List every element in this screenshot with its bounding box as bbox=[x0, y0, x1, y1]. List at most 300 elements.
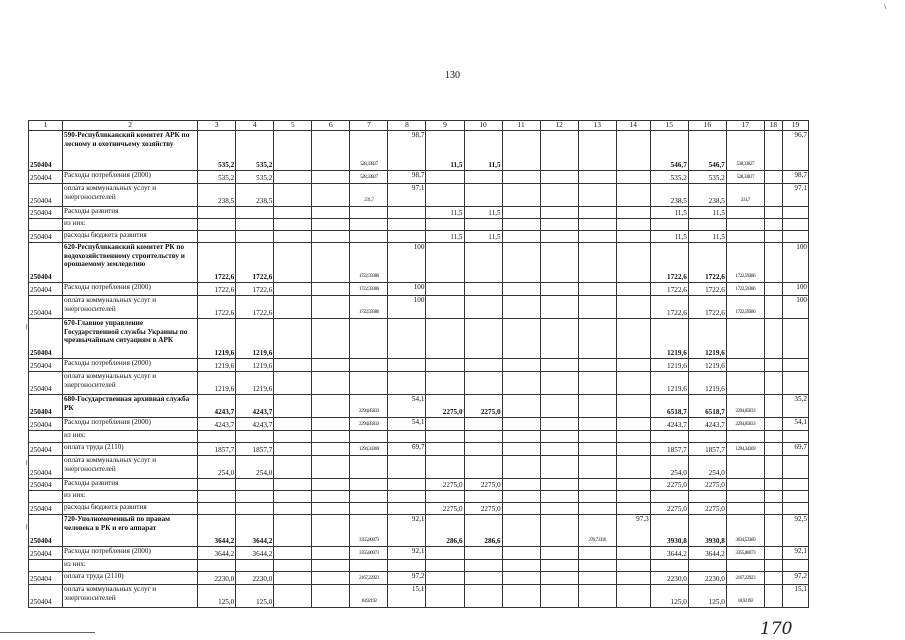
value-cell: 1219,6 bbox=[650, 319, 688, 359]
value-cell: 1722,6 bbox=[236, 243, 274, 283]
code-cell: 250404 bbox=[29, 283, 63, 296]
amount-cell: 278,73316 bbox=[578, 515, 616, 547]
value-cell: 2275,0 bbox=[426, 395, 464, 418]
percent-cell: 100 bbox=[388, 296, 426, 319]
amount-cell bbox=[350, 359, 388, 372]
value-cell: 1722,6 bbox=[198, 283, 236, 296]
value-cell bbox=[764, 219, 782, 231]
value-cell bbox=[502, 243, 540, 283]
percent-cell bbox=[388, 491, 426, 503]
value-cell: 254,0 bbox=[198, 456, 236, 479]
value-cell bbox=[312, 207, 350, 219]
description-cell: 620-Республиканский комитет РК по водохозяйственному строительству и орошаемому земледелию bbox=[63, 243, 198, 283]
table-row bbox=[29, 503, 809, 515]
percent-cell bbox=[388, 319, 426, 359]
description-cell: оплата труда (2110) bbox=[63, 572, 198, 585]
value-cell bbox=[464, 296, 502, 319]
amount-cell: 18,92192 bbox=[726, 585, 764, 608]
amount-cell: 18,92192 bbox=[350, 585, 388, 608]
value-cell: 2230,0 bbox=[198, 572, 236, 585]
amount-cell bbox=[726, 503, 764, 515]
margin-tick: ╷ bbox=[24, 520, 29, 529]
table-row bbox=[29, 585, 809, 608]
value-cell bbox=[764, 319, 782, 359]
value-cell: 2230,0 bbox=[688, 572, 726, 585]
value-cell bbox=[274, 418, 312, 431]
percent-cell bbox=[616, 207, 650, 219]
value-cell bbox=[650, 560, 688, 572]
percent-cell: 97,1 bbox=[388, 184, 426, 207]
percent-cell bbox=[388, 479, 426, 491]
value-cell: 11,5 bbox=[426, 207, 464, 219]
code-cell: 250404 bbox=[29, 243, 63, 283]
amount-cell bbox=[726, 560, 764, 572]
value-cell: 1219,6 bbox=[650, 372, 688, 395]
value-cell bbox=[312, 443, 350, 456]
percent-cell bbox=[616, 479, 650, 491]
header-cell: 19 bbox=[782, 121, 808, 131]
value-cell bbox=[540, 319, 578, 359]
value-cell: 1219,6 bbox=[688, 319, 726, 359]
percent-cell bbox=[388, 359, 426, 372]
percent-cell: 97,2 bbox=[388, 572, 426, 585]
amount-cell bbox=[350, 372, 388, 395]
value-cell bbox=[274, 131, 312, 171]
value-cell: 2275,0 bbox=[426, 503, 464, 515]
value-cell: 6518,7 bbox=[688, 395, 726, 418]
amount-cell bbox=[578, 184, 616, 207]
amount-cell bbox=[578, 207, 616, 219]
percent-cell bbox=[782, 479, 808, 491]
value-cell bbox=[540, 171, 578, 184]
value-cell bbox=[764, 515, 782, 547]
value-cell bbox=[274, 491, 312, 503]
value-cell bbox=[312, 503, 350, 515]
value-cell bbox=[502, 395, 540, 418]
value-cell bbox=[540, 418, 578, 431]
percent-cell bbox=[782, 491, 808, 503]
table-row bbox=[29, 231, 809, 243]
value-cell: 1219,6 bbox=[198, 359, 236, 372]
description-cell: оплата коммунальных услуг и энергоносителей bbox=[63, 456, 198, 479]
value-cell: 238,5 bbox=[236, 184, 274, 207]
percent-cell: 15,1 bbox=[388, 585, 426, 608]
value-cell bbox=[198, 431, 236, 443]
code-cell: 250404 bbox=[29, 231, 63, 243]
value-cell bbox=[688, 560, 726, 572]
value-cell bbox=[764, 585, 782, 608]
value-cell: 2275,0 bbox=[464, 503, 502, 515]
code-cell bbox=[29, 431, 63, 443]
value-cell bbox=[312, 547, 350, 560]
value-cell bbox=[274, 443, 312, 456]
amount-cell bbox=[578, 503, 616, 515]
value-cell bbox=[426, 219, 464, 231]
percent-cell bbox=[616, 456, 650, 479]
percent-cell: 98,7 bbox=[782, 171, 808, 184]
value-cell bbox=[502, 171, 540, 184]
percent-cell bbox=[616, 359, 650, 372]
percent-cell bbox=[388, 219, 426, 231]
percent-cell bbox=[388, 207, 426, 219]
value-cell: 1722,6 bbox=[198, 243, 236, 283]
amount-cell bbox=[578, 443, 616, 456]
value-cell bbox=[236, 479, 274, 491]
value-cell bbox=[502, 219, 540, 231]
table-row bbox=[29, 443, 809, 456]
code-cell: 250404 bbox=[29, 184, 63, 207]
header-cell: 18 bbox=[764, 121, 782, 131]
value-cell bbox=[426, 184, 464, 207]
value-cell: 1722,6 bbox=[198, 296, 236, 319]
value-cell: 1219,6 bbox=[688, 359, 726, 372]
table-row bbox=[29, 319, 809, 359]
percent-cell: 69,7 bbox=[782, 443, 808, 456]
amount-cell: 3355,80073 bbox=[350, 547, 388, 560]
description-cell: Расходы потребления (2000) bbox=[63, 283, 198, 296]
percent-cell bbox=[616, 395, 650, 418]
value-cell: 11,5 bbox=[650, 231, 688, 243]
value-cell: 254,0 bbox=[650, 456, 688, 479]
value-cell bbox=[312, 219, 350, 231]
value-cell bbox=[464, 585, 502, 608]
header-cell: 9 bbox=[426, 121, 464, 131]
value-cell bbox=[540, 184, 578, 207]
header-cell: 7 bbox=[350, 121, 388, 131]
table-row bbox=[29, 479, 809, 491]
value-cell: 238,5 bbox=[198, 184, 236, 207]
percent-cell bbox=[616, 184, 650, 207]
percent-cell bbox=[616, 560, 650, 572]
percent-cell: 100 bbox=[782, 243, 808, 283]
amount-cell bbox=[350, 560, 388, 572]
value-cell bbox=[274, 171, 312, 184]
description-cell: из них: bbox=[63, 560, 198, 572]
percent-cell bbox=[782, 372, 808, 395]
amount-cell bbox=[350, 503, 388, 515]
value-cell bbox=[540, 207, 578, 219]
value-cell bbox=[274, 547, 312, 560]
margin-tick: ╷ bbox=[24, 320, 29, 329]
value-cell: 3644,2 bbox=[236, 515, 274, 547]
value-cell bbox=[274, 395, 312, 418]
value-cell bbox=[198, 503, 236, 515]
value-cell bbox=[312, 296, 350, 319]
value-cell: 535,2 bbox=[650, 171, 688, 184]
amount-cell bbox=[578, 296, 616, 319]
value-cell bbox=[540, 547, 578, 560]
value-cell: 3644,2 bbox=[650, 547, 688, 560]
value-cell bbox=[312, 515, 350, 547]
budget-table bbox=[28, 120, 809, 608]
value-cell bbox=[312, 231, 350, 243]
amount-cell: 1722,59386 bbox=[726, 243, 764, 283]
amount-cell bbox=[578, 479, 616, 491]
percent-cell: 97,2 bbox=[782, 572, 808, 585]
value-cell bbox=[274, 359, 312, 372]
value-cell bbox=[764, 443, 782, 456]
value-cell bbox=[312, 560, 350, 572]
table-row bbox=[29, 372, 809, 395]
amount-cell bbox=[726, 372, 764, 395]
percent-cell: 92,1 bbox=[388, 547, 426, 560]
value-cell bbox=[312, 395, 350, 418]
code-cell: 250404 bbox=[29, 503, 63, 515]
value-cell bbox=[764, 372, 782, 395]
amount-cell: 1294,34369 bbox=[350, 443, 388, 456]
value-cell bbox=[502, 283, 540, 296]
value-cell bbox=[198, 560, 236, 572]
value-cell bbox=[464, 171, 502, 184]
value-cell bbox=[426, 491, 464, 503]
value-cell bbox=[464, 560, 502, 572]
value-cell bbox=[502, 296, 540, 319]
percent-cell: 97,3 bbox=[616, 515, 650, 547]
value-cell: 3644,2 bbox=[236, 547, 274, 560]
description-cell: оплата коммунальных услуг и энергоносителей bbox=[63, 372, 198, 395]
code-cell: 250404 bbox=[29, 359, 63, 372]
percent-cell: 100 bbox=[782, 283, 808, 296]
value-cell bbox=[464, 184, 502, 207]
value-cell: 125,0 bbox=[236, 585, 274, 608]
value-cell bbox=[764, 283, 782, 296]
amount-cell bbox=[726, 456, 764, 479]
table-row bbox=[29, 243, 809, 283]
value-cell: 535,2 bbox=[198, 171, 236, 184]
percent-cell bbox=[616, 283, 650, 296]
value-cell bbox=[426, 372, 464, 395]
percent-cell: 98,7 bbox=[388, 171, 426, 184]
value-cell bbox=[502, 572, 540, 585]
table-row bbox=[29, 131, 809, 171]
amount-cell: 1722,59386 bbox=[726, 283, 764, 296]
value-cell: 11,5 bbox=[426, 131, 464, 171]
value-cell bbox=[502, 503, 540, 515]
description-cell: 670-Главное управление Государственной службы Украины по чрезвычайным ситуациям в АРК bbox=[63, 319, 198, 359]
percent-cell: 98,7 bbox=[388, 131, 426, 171]
value-cell: 2275,0 bbox=[464, 479, 502, 491]
value-cell: 2230,0 bbox=[236, 572, 274, 585]
value-cell bbox=[274, 456, 312, 479]
value-cell bbox=[764, 503, 782, 515]
percent-cell bbox=[782, 431, 808, 443]
value-cell bbox=[764, 572, 782, 585]
amount-cell bbox=[578, 572, 616, 585]
amount-cell bbox=[350, 456, 388, 479]
amount-cell bbox=[578, 131, 616, 171]
amount-cell: 2294,85833 bbox=[726, 418, 764, 431]
amount-cell: 1722,59386 bbox=[350, 243, 388, 283]
percent-cell: 100 bbox=[782, 296, 808, 319]
value-cell: 2275,0 bbox=[688, 503, 726, 515]
table-row bbox=[29, 296, 809, 319]
table-row bbox=[29, 207, 809, 219]
percent-cell bbox=[616, 372, 650, 395]
amount-cell: 3634,53389 bbox=[726, 515, 764, 547]
value-cell bbox=[198, 207, 236, 219]
code-cell bbox=[29, 219, 63, 231]
percent-cell bbox=[616, 418, 650, 431]
header-cell: 15 bbox=[650, 121, 688, 131]
value-cell bbox=[540, 443, 578, 456]
value-cell: 11,5 bbox=[464, 207, 502, 219]
value-cell: 535,2 bbox=[198, 131, 236, 171]
amount-cell bbox=[578, 319, 616, 359]
value-cell: 3644,2 bbox=[688, 547, 726, 560]
amount-cell: 2294,85833 bbox=[350, 418, 388, 431]
amount-cell: 1294,34369 bbox=[726, 443, 764, 456]
description-cell: оплата труда (2110) bbox=[63, 443, 198, 456]
value-cell bbox=[764, 547, 782, 560]
value-cell: 535,2 bbox=[236, 171, 274, 184]
percent-cell: 15,1 bbox=[782, 585, 808, 608]
amount-cell bbox=[350, 431, 388, 443]
amount-cell: 3355,80073 bbox=[350, 515, 388, 547]
code-cell: 250404 bbox=[29, 395, 63, 418]
amount-cell: 2294,85833 bbox=[350, 395, 388, 418]
amount-cell bbox=[726, 219, 764, 231]
value-cell bbox=[502, 131, 540, 171]
value-cell: 1857,7 bbox=[198, 443, 236, 456]
value-cell bbox=[540, 456, 578, 479]
amount-cell bbox=[726, 479, 764, 491]
table-row bbox=[29, 219, 809, 231]
percent-cell bbox=[616, 585, 650, 608]
value-cell bbox=[540, 503, 578, 515]
value-cell bbox=[312, 171, 350, 184]
value-cell bbox=[274, 231, 312, 243]
value-cell: 11,5 bbox=[464, 231, 502, 243]
description-cell: оплата коммунальных услуг и энергоносителей bbox=[63, 585, 198, 608]
value-cell bbox=[540, 560, 578, 572]
description-cell: из них: bbox=[63, 219, 198, 231]
amount-cell: 528,33827 bbox=[726, 171, 764, 184]
percent-cell: 100 bbox=[388, 243, 426, 283]
value-cell bbox=[764, 456, 782, 479]
value-cell bbox=[236, 560, 274, 572]
amount-cell bbox=[578, 418, 616, 431]
amount-cell: 528,33827 bbox=[350, 131, 388, 171]
value-cell bbox=[426, 547, 464, 560]
description-cell: расходы бюджета развития bbox=[63, 503, 198, 515]
amount-cell bbox=[350, 231, 388, 243]
description-cell: оплата коммунальных услуг и энергоносителей bbox=[63, 184, 198, 207]
value-cell bbox=[764, 560, 782, 572]
value-cell bbox=[426, 572, 464, 585]
description-cell: 680-Государственная архивная служба РК bbox=[63, 395, 198, 418]
value-cell bbox=[198, 231, 236, 243]
header-cell: 16 bbox=[688, 121, 726, 131]
amount-cell: 2167,22923 bbox=[350, 572, 388, 585]
value-cell: 4243,7 bbox=[688, 418, 726, 431]
value-cell bbox=[274, 503, 312, 515]
header-cell: 11 bbox=[502, 121, 540, 131]
value-cell: 2275,0 bbox=[650, 503, 688, 515]
percent-cell bbox=[388, 503, 426, 515]
value-cell bbox=[540, 219, 578, 231]
code-cell: 250404 bbox=[29, 171, 63, 184]
amount-cell bbox=[578, 395, 616, 418]
description-cell: из них: bbox=[63, 431, 198, 443]
amount-cell bbox=[726, 431, 764, 443]
value-cell bbox=[464, 443, 502, 456]
value-cell bbox=[540, 395, 578, 418]
amount-cell bbox=[578, 547, 616, 560]
value-cell bbox=[312, 585, 350, 608]
amount-cell bbox=[578, 171, 616, 184]
header-cell: 4 bbox=[236, 121, 274, 131]
table-row bbox=[29, 184, 809, 207]
value-cell bbox=[764, 418, 782, 431]
value-cell bbox=[764, 243, 782, 283]
value-cell bbox=[426, 443, 464, 456]
page-number: 130 bbox=[445, 70, 460, 81]
amount-cell: 538,33827 bbox=[726, 131, 764, 171]
percent-cell bbox=[782, 560, 808, 572]
code-cell: 250404 bbox=[29, 418, 63, 431]
percent-cell bbox=[616, 547, 650, 560]
value-cell: 4243,7 bbox=[198, 395, 236, 418]
header-cell: 6 bbox=[312, 121, 350, 131]
value-cell bbox=[502, 431, 540, 443]
value-cell bbox=[464, 547, 502, 560]
table-row bbox=[29, 572, 809, 585]
value-cell bbox=[274, 243, 312, 283]
value-cell: 286,6 bbox=[464, 515, 502, 547]
value-cell bbox=[502, 207, 540, 219]
value-cell bbox=[464, 572, 502, 585]
header-cell: 12 bbox=[540, 121, 578, 131]
code-cell: 250404 bbox=[29, 131, 63, 171]
percent-cell bbox=[616, 503, 650, 515]
percent-cell bbox=[388, 560, 426, 572]
value-cell bbox=[540, 572, 578, 585]
percent-cell bbox=[782, 503, 808, 515]
percent-cell bbox=[782, 231, 808, 243]
percent-cell bbox=[388, 431, 426, 443]
value-cell bbox=[312, 372, 350, 395]
percent-cell bbox=[616, 319, 650, 359]
value-cell bbox=[274, 283, 312, 296]
header-cell: 1 bbox=[29, 121, 63, 131]
value-cell: 3930,8 bbox=[688, 515, 726, 547]
value-cell: 11,5 bbox=[650, 207, 688, 219]
percent-cell bbox=[388, 231, 426, 243]
value-cell bbox=[274, 572, 312, 585]
amount-cell bbox=[726, 319, 764, 359]
value-cell bbox=[688, 219, 726, 231]
value-cell bbox=[274, 515, 312, 547]
value-cell: 3644,2 bbox=[198, 547, 236, 560]
value-cell bbox=[764, 207, 782, 219]
value-cell bbox=[236, 503, 274, 515]
value-cell bbox=[426, 319, 464, 359]
value-cell bbox=[312, 418, 350, 431]
table-row bbox=[29, 395, 809, 418]
percent-cell bbox=[616, 443, 650, 456]
table-row bbox=[29, 560, 809, 572]
amount-cell: 1722,59386 bbox=[350, 283, 388, 296]
value-cell bbox=[312, 359, 350, 372]
value-cell bbox=[236, 207, 274, 219]
header-cell: 10 bbox=[464, 121, 502, 131]
value-cell: 254,0 bbox=[688, 456, 726, 479]
value-cell: 1219,6 bbox=[688, 372, 726, 395]
value-cell bbox=[540, 296, 578, 319]
value-cell bbox=[502, 547, 540, 560]
amount-cell bbox=[726, 491, 764, 503]
value-cell bbox=[274, 296, 312, 319]
